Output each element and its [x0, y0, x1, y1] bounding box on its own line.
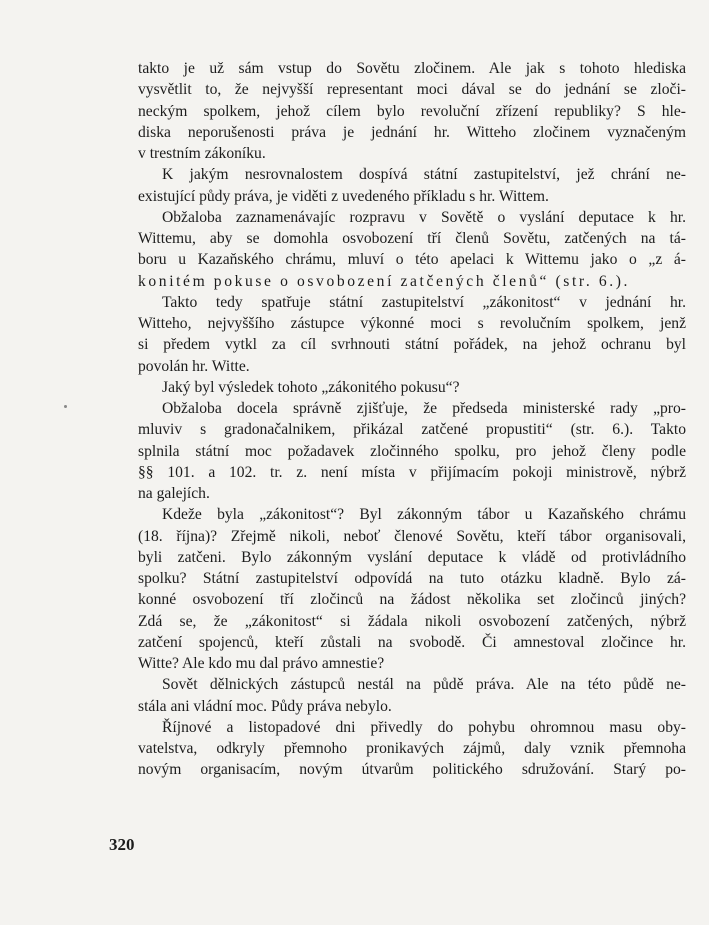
- paragraph-start-line: Takto tedy spatřuje státní zastupitelství „zákonitost“ v jednání hr.: [162, 293, 686, 311]
- text-line: boru u Kazaňského chrámu, mluví o této apelaci k Wittemu jako o „z á-: [138, 251, 686, 269]
- body-text: [138, 58, 686, 781]
- paragraph-start-line: Obžaloba zaznamenávajíc rozpravu v Sovětě o vyslání deputace k hr.: [162, 208, 686, 226]
- margin-speck: [64, 405, 67, 408]
- paragraph-start-line: Obžaloba docela správně zjišťuje, že předseda ministerské rady „pro-: [162, 400, 686, 417]
- text-line: povolán hr. Witte.: [138, 357, 250, 375]
- paragraph-start-line: Kdeže byla „zákonitost“? Byl zákonným tábor u Kazaňského chrámu: [162, 506, 686, 524]
- text-line: existující půdy práva, je viděti z uvedeného příkladu s hr. Wittem.: [138, 187, 549, 205]
- text-line: §§ 101. a 102. tr. z. není místa v přijímacím pokoji ministrově, nýbrž: [138, 463, 686, 481]
- text-line: konitém pokuse o osvobození zatčených členů“ (str. 6.).: [138, 272, 631, 290]
- paragraph-start-line: Jaký byl výsledek tohoto „zákonitého pokusu“?: [162, 378, 460, 396]
- text-line: byli zatčeni. Bylo zákonným vyslání deputace k vládě od protivládního: [138, 548, 686, 566]
- text-line: diska neporušenosti práva je jednání hr. Witteho zločinem vyznačeným: [138, 123, 686, 141]
- text-line: vatelstva, odkryly přemnoho pronikavých zájmů, daly vznik přemnoha: [138, 740, 686, 757]
- text-line: na galejích.: [138, 485, 210, 502]
- text-line: splnila státní moc požadavek zločinného spolku, pro jehož členy podle: [138, 442, 686, 460]
- text-line: v trestním zákoníku.: [138, 145, 266, 162]
- text-line: Witte? Ale kdo mu dal právo amnestie?: [138, 655, 385, 672]
- text-line: takto je už sám vstup do Sovětu zločinem. Ale jak s tohoto hlediska: [138, 60, 686, 77]
- text-line: Wittemu, aby se domohla osvobození tří členů Sovětu, zatčených na tá-: [138, 230, 686, 247]
- paragraph-start-line: K jakým nesrovnalostem dospívá státní zastupitelství, jež chrání ne-: [162, 166, 686, 184]
- text-line: spolku? Státní zastupitelství odpovídá na tuto otázku kladně. Bylo zá-: [138, 570, 686, 587]
- paragraph-start-line: Sovět dělnických zástupců nestál na půdě práva. Ale na této půdě ne-: [162, 676, 686, 694]
- text-line: novým organisacím, novým útvarům politického sdružování. Starý po-: [138, 761, 686, 779]
- text-line: stála ani vládní moc. Půdy práva nebylo.: [138, 697, 392, 715]
- text-line: vysvětlit to, že nejvyšší representant moci dával se do jednání se zloči-: [138, 81, 686, 99]
- text-line: zatčení spojenců, kteří zůstali na svobodě. Či amnestoval zločince hr.: [138, 633, 686, 651]
- text-line: konné osvobození tří zločinců na žádost několika set zločinců jiných?: [138, 591, 686, 609]
- text-line: Witteho, nejvyššího zástupce výkonné moci s revolučním spolkem, jenž: [138, 315, 686, 332]
- page-number: 320: [109, 835, 135, 854]
- text-line: mluviv s gradonačalnikem, přikázal zatčené propustiti“ (str. 6.). Takto: [138, 421, 686, 439]
- paragraph-start-line: Říjnové a listopadové dni přivedly do pohybu ohromnou masu oby-: [162, 718, 686, 736]
- text-line: si předem vytkl za cíl svrhnouti státní pořádek, na jehož ochranu byl: [138, 336, 686, 354]
- text-line: neckým spolkem, jehož cílem bylo revoluční zřízení republiky? S hle-: [138, 102, 686, 120]
- text-line: Zdá se, že „zákonitost“ si žádala nikoli osvobození zatčených, nýbrž: [138, 612, 686, 630]
- text-line: (18. října)? Zřejmě nikoli, neboť členové Sovětu, kteří tábor organisovali,: [138, 527, 686, 545]
